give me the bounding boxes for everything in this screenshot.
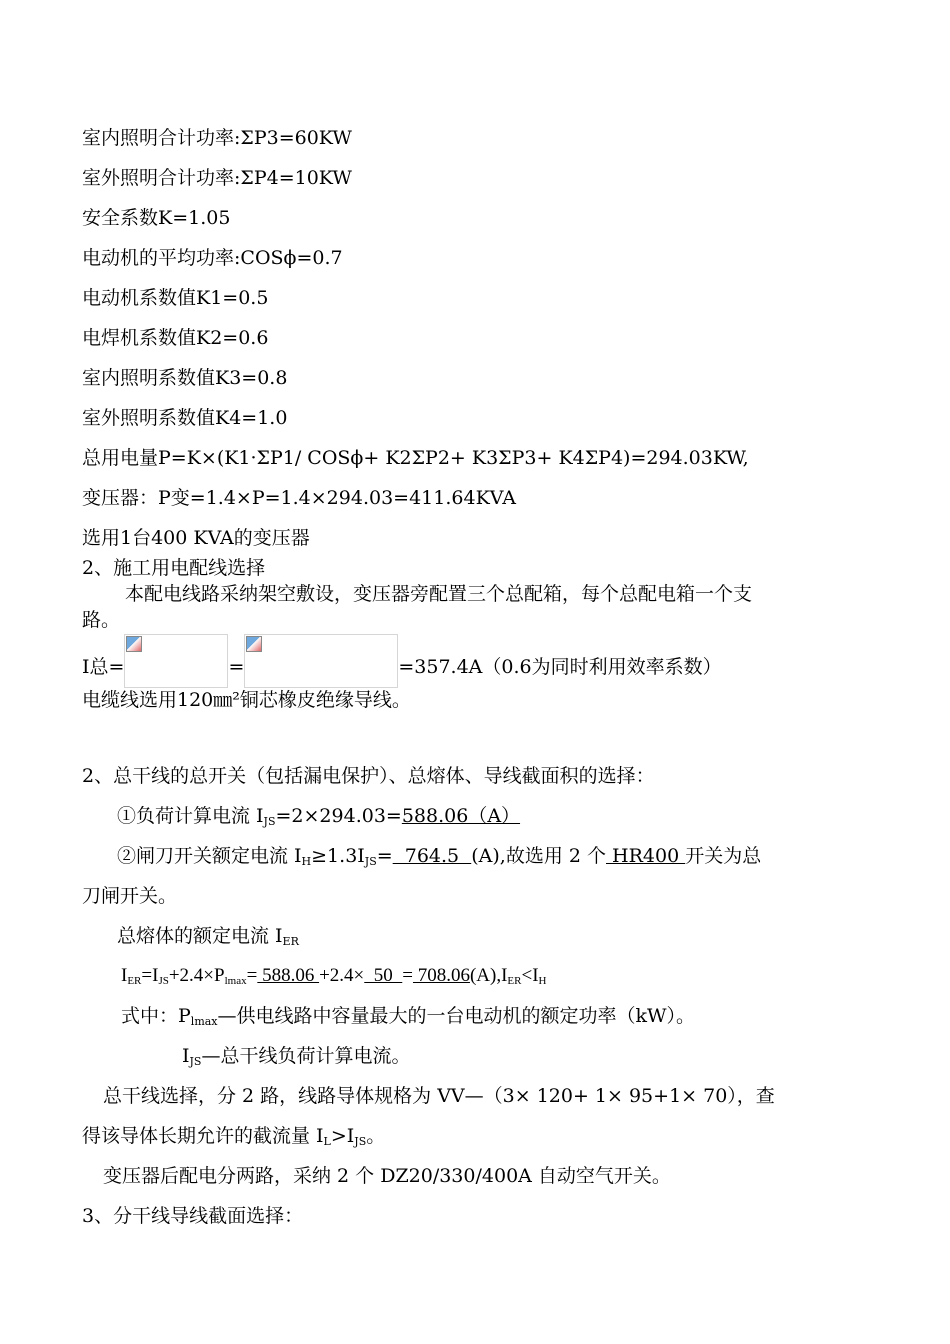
text-line: 室内照明系数值K3=0.8 — [82, 367, 288, 389]
text-line: 选用1台400 KVA的变压器 — [82, 527, 310, 549]
underlined-value: 764.5 — [392, 845, 472, 867]
text-line: 式中：$P_{lmax}—$供电线路中容量最大的一台电动机的额定功率（kW）。 — [121, 1005, 696, 1028]
paragraph-line: 得该导体长期允许的截流量 $I_L>I_{JS}$。 — [82, 1125, 386, 1148]
text-line: 室内照明合计功率:ΣP3=60KW — [82, 127, 352, 149]
formula-line — [82, 648, 722, 688]
text-line: $I_{JS}—$总干线负荷计算电流。 — [182, 1045, 411, 1068]
paragraph-line: 总干线选择，分 2 路，线路导体规格为 VV—（3× 120+ 1× 95+1× 70），查 — [103, 1085, 775, 1107]
text-line: 电动机系数值K1=0.5 — [82, 287, 269, 309]
text-line: 安全系数K=1.05 — [82, 207, 231, 229]
section-heading: 3、分干线导线截面选择： — [82, 1205, 304, 1227]
underlined-value: 588.06（A） — [401, 805, 521, 827]
paragraph-line: 本配电线路采纳架空敷设，变压器旁配置三个总配箱，每个总配电箱一个支 — [125, 583, 753, 605]
section-heading: 2、施工用电配线选择 — [82, 557, 266, 579]
text-line: 电动机的平均功率:COSϕ=0.7 — [82, 247, 343, 269]
underlined-value: 50 — [364, 965, 403, 986]
text-line: 电焊机系数值K2=0.6 — [82, 327, 269, 349]
text-line: 总熔体的额定电流 $I_{ER}$ — [117, 925, 299, 948]
text-line: 室外照明系数值K4=1.0 — [82, 407, 288, 429]
text-line: ①负荷计算电流 $I_{JS}=2\times 294.03=588.06(A)$ — [117, 805, 521, 828]
section-heading: 2、总干线的总开关（包括漏电保护）、总熔体、导线截面积的选择： — [82, 765, 655, 787]
broken-image-icon — [124, 634, 228, 688]
underlined-value: HR400 — [606, 845, 686, 867]
text-line: 室外照明合计功率:ΣP4=10KW — [82, 167, 352, 189]
underlined-value: 588.06 — [257, 965, 320, 986]
formula-prefix: I总= — [82, 656, 125, 678]
text-line: 变压器：P变=1.4×P=1.4×294.03=411.64KVA — [82, 487, 516, 509]
image-placeholder-icon — [246, 636, 262, 652]
underlined-value: 708.06 — [412, 965, 470, 986]
text-line: 电缆线选用120㎜²铜芯橡皮绝缘导线。 — [82, 689, 411, 711]
text-line: 总用电量P=K×(K1·ΣP1/ COSϕ+ K2ΣP2+ K3ΣP3+ K4ΣP4)=294.03KW, — [82, 447, 749, 469]
paragraph-line: 变压器后配电分两路，采纳 2 个 DZ20/330/400A 自动空气开关。 — [103, 1165, 671, 1187]
formula-equals: = — [228, 656, 245, 678]
paragraph-line: 路。 — [82, 609, 121, 631]
broken-image-icon — [244, 634, 398, 688]
formula-suffix: =357.4A（0.6为同时利用效率系数） — [398, 656, 722, 678]
text-line: ②闸刀开关额定电流 $I_H\ge 1.3I_{JS}= 764.5$ (A),故选用 2 个 HR400 开关为总 — [117, 845, 762, 868]
text-line: 刀闸开关。 — [82, 885, 178, 907]
formula-line: $I_{ER}=I_{JS}+2.4\times P_{lmax}= 588.06 +2.4\times 50 = 708.06(A),I_{ER}<I_H$ — [121, 965, 547, 987]
image-placeholder-icon — [126, 636, 142, 652]
